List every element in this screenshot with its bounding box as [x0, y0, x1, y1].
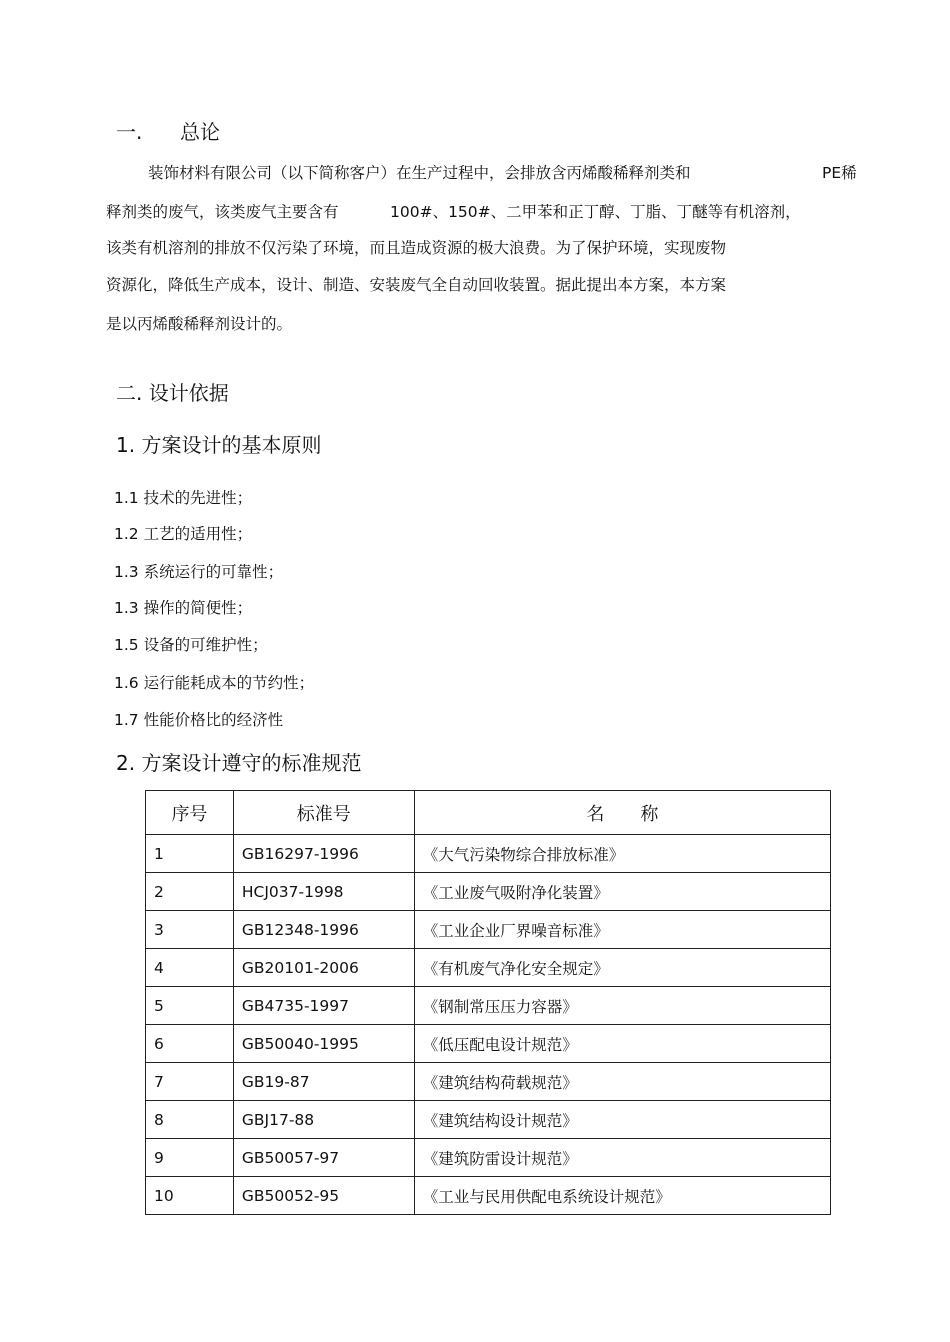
cell-standard-no: GB12348-1996 [233, 911, 414, 949]
paragraph-line: 释剂类的废气，该类废气主要含有 [106, 203, 339, 221]
cell-standard-no: HCJ037-1998 [233, 873, 414, 911]
cell-standard-no: GB16297-1996 [233, 835, 414, 873]
cell-name: 《工业废气吸附净化装置》 [414, 873, 830, 911]
header-index: 序号 [146, 791, 234, 835]
principle-item: 1.3 操作的简便性； [114, 599, 253, 617]
paragraph-line: 100#、150#、二甲苯和正丁醇、丁脂、丁醚等有机溶剂， [390, 203, 801, 221]
cell-name: 《低压配电设计规范》 [414, 1025, 830, 1063]
cell-index: 5 [146, 987, 234, 1025]
principle-item: 1.3 系统运行的可靠性； [114, 563, 284, 581]
principle-item: 1.7 性能价格比的经济性 [114, 711, 284, 729]
section-1-title: 总论 [180, 120, 220, 144]
table-row [146, 1063, 831, 1101]
subsection-2-title: 2. 方案设计遵守的标准规范 [116, 751, 362, 775]
cell-standard-no: GB4735-1997 [233, 987, 414, 1025]
table-header-row [146, 791, 831, 835]
cell-index: 7 [146, 1063, 234, 1101]
cell-standard-no: GB20101-2006 [233, 949, 414, 987]
cell-index: 10 [146, 1177, 234, 1215]
table-row [146, 1177, 831, 1215]
cell-index: 6 [146, 1025, 234, 1063]
cell-name: 《大气污染物综合排放标准》 [414, 835, 830, 873]
header-standard-no: 标准号 [233, 791, 414, 835]
table-row [146, 1139, 831, 1177]
cell-index: 4 [146, 949, 234, 987]
table-row [146, 1101, 831, 1139]
paragraph-line: PE稀 [822, 164, 857, 182]
table-row [146, 873, 831, 911]
cell-index: 1 [146, 835, 234, 873]
principle-item: 1.6 运行能耗成本的节约性； [114, 674, 315, 692]
cell-name: 《建筑结构设计规范》 [414, 1101, 830, 1139]
section-2-title: 二. 设计依据 [116, 381, 229, 405]
cell-name: 《工业与民用供配电系统设计规范》 [414, 1177, 830, 1215]
table-row [146, 987, 831, 1025]
table-row [146, 949, 831, 987]
paragraph-line: 该类有机溶剂的排放不仅污染了环境，而且造成资源的极大浪费。为了保护环境，实现废物 [106, 239, 727, 257]
cell-index: 2 [146, 873, 234, 911]
cell-index: 9 [146, 1139, 234, 1177]
header-name: 名 称 [414, 791, 830, 835]
cell-name: 《建筑结构荷载规范》 [414, 1063, 830, 1101]
paragraph-line: 资源化，降低生产成本，设计、制造、安装废气全自动回收装置。据此提出本方案，本方案 [106, 276, 727, 294]
cell-name: 《有机废气净化安全规定》 [414, 949, 830, 987]
principle-item: 1.2 工艺的适用性； [114, 525, 253, 543]
cell-standard-no: GB19-87 [233, 1063, 414, 1101]
principle-item: 1.5 设备的可维护性； [114, 636, 268, 654]
cell-name: 《建筑防雷设计规范》 [414, 1139, 830, 1177]
cell-standard-no: GB50040-1995 [233, 1025, 414, 1063]
table-row [146, 835, 831, 873]
paragraph-line: 是以丙烯酸稀释剂设计的。 [106, 315, 293, 333]
cell-name: 《钢制常压压力容器》 [414, 987, 830, 1025]
cell-standard-no: GB50052-95 [233, 1177, 414, 1215]
table-row [146, 911, 831, 949]
table-row [146, 1025, 831, 1063]
cell-index: 3 [146, 911, 234, 949]
cell-standard-no: GBJ17-88 [233, 1101, 414, 1139]
principle-item: 1.1 技术的先进性； [114, 489, 253, 507]
cell-standard-no: GB50057-97 [233, 1139, 414, 1177]
cell-name: 《工业企业厂界噪音标准》 [414, 911, 830, 949]
section-1-number: 一. [116, 120, 143, 144]
cell-index: 8 [146, 1101, 234, 1139]
paragraph-line: 装饰材料有限公司（以下简称客户）在生产过程中，会排放含丙烯酸稀释剂类和 [148, 164, 691, 182]
subsection-1-title: 1. 方案设计的基本原则 [116, 433, 322, 457]
standards-table [145, 790, 831, 1215]
